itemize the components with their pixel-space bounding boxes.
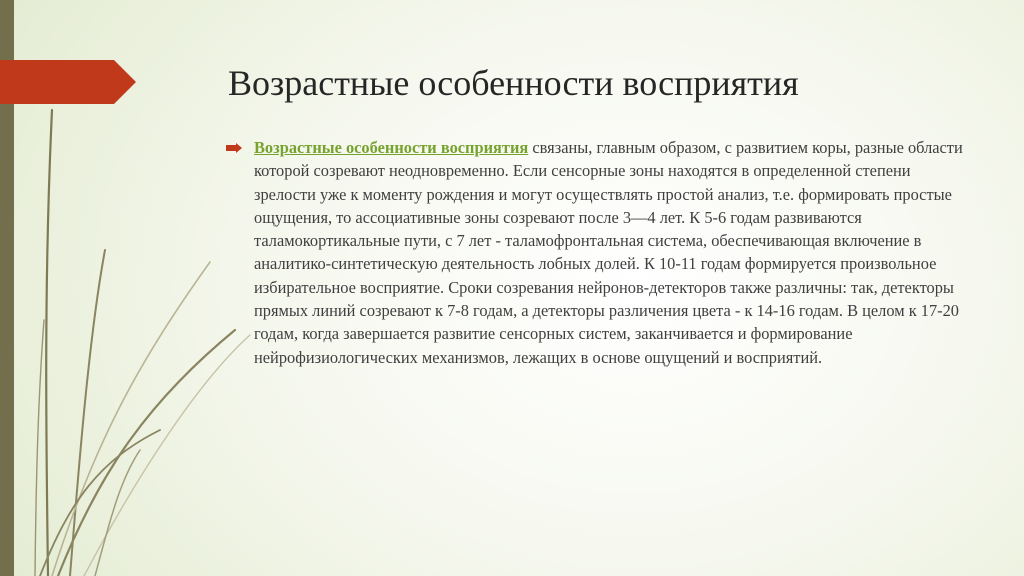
title-arrow-shape — [0, 60, 136, 104]
arrow-bullet-icon — [226, 143, 242, 153]
bullet-body-text: связаны, главным образом, с развитием коры, разные области которой созревают неодновременно. Если сенсорные зоны находятся в определенной степени зрелости уже к моменту рождения и могут осуществлять простой анализ, т.е. формировать простые ощущения, то ассоциативные зоны созревают после 3—4 лет. К 5-6 годам развиваются таламокортикальные пути, с 7 лет - таламофронтальная система, обеспечивающая включение в аналитико-синтетическую деятельность лобных долей. К 10-11 годам формируется произвольное избирательное восприятие. Сроки созревания нейронов-детекторов также различны: так, детекторы прямых линий созревают к 7-8 годам, а детекторы различения цвета - к 14-16 годам. В целом к 17-20 годам, когда завершается развитие сенсорных систем, заканчивается и формирование нейрофизиологических механизмов, лежащих в основе ощущений и восприятий. — [254, 138, 963, 367]
term-link[interactable]: Возрастные особенности восприятия — [254, 138, 529, 157]
slide-title: Возрастные особенности восприятия — [228, 63, 799, 103]
bullet-paragraph — [254, 136, 969, 369]
